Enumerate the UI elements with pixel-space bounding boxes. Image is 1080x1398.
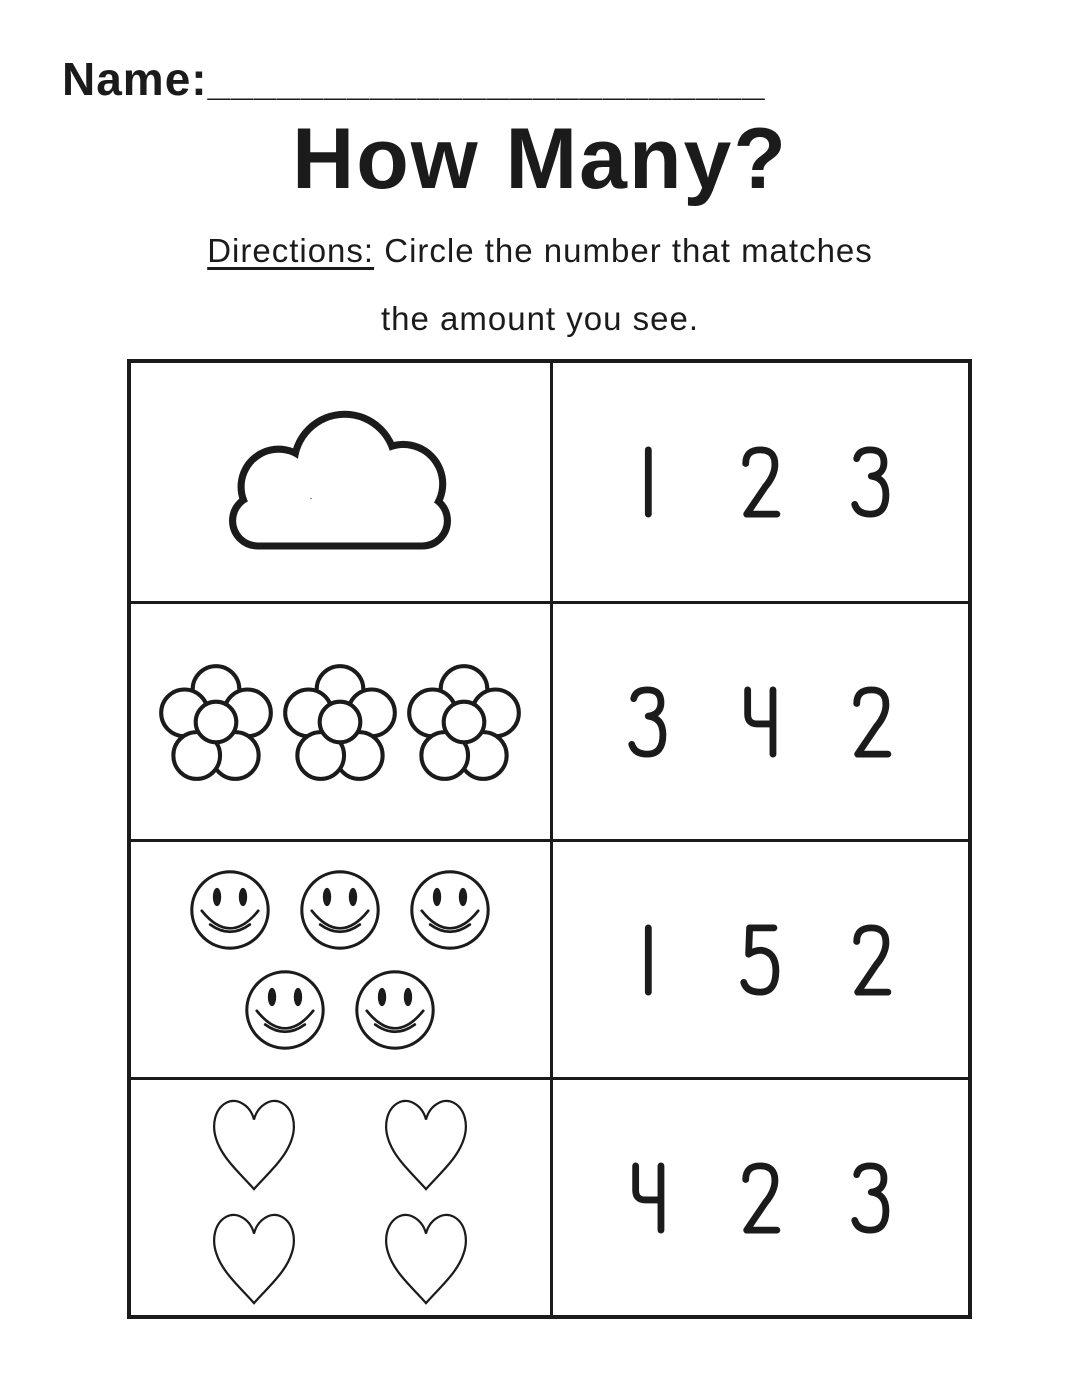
- number-choice[interactable]: [735, 685, 786, 759]
- smiley-icon: [353, 968, 437, 1052]
- digit-glyph: [846, 923, 897, 997]
- worksheet-table: [127, 359, 972, 1319]
- choices-cell: [550, 839, 969, 1077]
- flower-icon: [274, 656, 406, 788]
- number-choice[interactable]: [623, 1161, 674, 1235]
- heart-icon: [377, 1201, 475, 1309]
- cloud-group: [184, 397, 496, 567]
- name-row: [62, 52, 1022, 106]
- digit-glyph: [846, 1161, 897, 1235]
- number-choice[interactable]: [846, 685, 897, 759]
- smiley-group: [174, 868, 506, 1052]
- picture-cell-hearts: [131, 1077, 550, 1315]
- page-title: How Many?: [292, 111, 788, 207]
- directions-line-1: [0, 232, 1080, 270]
- digit-glyph: [735, 685, 786, 759]
- smiley-icon: [408, 868, 492, 952]
- choices-cell: [550, 1077, 969, 1315]
- directions-line-2: the amount you see.: [380, 300, 700, 337]
- number-choice[interactable]: [846, 923, 897, 997]
- smiley-icon: [243, 968, 327, 1052]
- digit-glyph: [735, 445, 786, 519]
- digit-glyph: [623, 1161, 674, 1235]
- flower-group: [154, 656, 526, 788]
- number-choice[interactable]: [735, 1161, 786, 1235]
- flower-icon: [398, 656, 530, 788]
- number-choice[interactable]: [735, 923, 786, 997]
- digit-glyph: [735, 1161, 786, 1235]
- digit-glyph: [735, 923, 786, 997]
- number-choice[interactable]: [735, 445, 786, 519]
- smiley-icon: [188, 868, 272, 952]
- name-blank-line[interactable]: ________________________: [207, 60, 766, 104]
- heart-icon: [205, 1087, 303, 1195]
- picture-cell-clouds: [131, 363, 550, 601]
- heart-icon: [377, 1087, 475, 1195]
- digit-glyph: [623, 685, 674, 759]
- flower-icon: [150, 656, 282, 788]
- heart-group: [189, 1087, 491, 1309]
- number-choice[interactable]: [846, 445, 897, 519]
- number-choice[interactable]: [623, 685, 674, 759]
- digit-glyph: [846, 445, 897, 519]
- number-choice[interactable]: [623, 923, 674, 997]
- digit-glyph: [623, 923, 674, 997]
- digit-glyph: [846, 685, 897, 759]
- number-choice[interactable]: [623, 445, 674, 519]
- picture-cell-smileys: [131, 839, 550, 1077]
- heart-icon: [205, 1201, 303, 1309]
- number-choice[interactable]: [846, 1161, 897, 1235]
- picture-cell-flowers: [131, 601, 550, 839]
- digit-glyph: [623, 445, 674, 519]
- directions-text: Circle the number that matches: [374, 232, 873, 269]
- choices-cell: [550, 601, 969, 839]
- cloud-icon: [184, 397, 496, 567]
- name-label: Name:: [62, 53, 208, 105]
- directions-label: Directions:: [207, 232, 375, 269]
- choices-cell: [550, 363, 969, 601]
- smiley-icon: [298, 868, 382, 952]
